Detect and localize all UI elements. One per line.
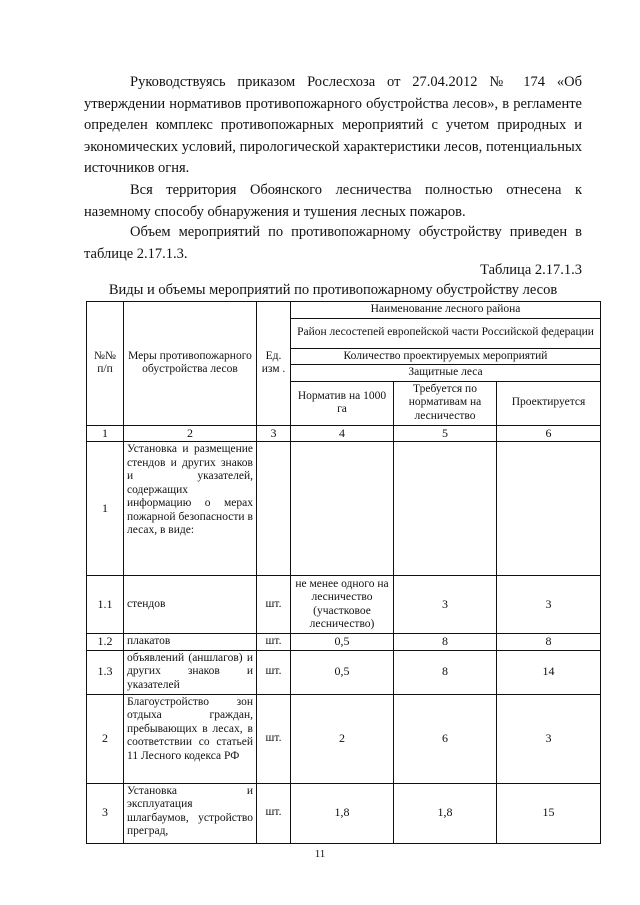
paragraph-territory: Вся территория Обоянского лесничества полностью отнесена к наземному способу обнаружения и тушения лесных пожаров.	[84, 182, 582, 220]
row-num: 3	[87, 783, 124, 843]
row-num: 1.2	[87, 634, 124, 651]
column-number: 1	[87, 425, 124, 442]
row-measure: объявлений (аншлагов) и других знаков и указателей	[124, 650, 257, 694]
row-measure: стендов	[124, 576, 257, 634]
header-norm: Норматив на 1000 га	[291, 381, 394, 425]
row-required: 3	[394, 576, 497, 634]
column-number: 5	[394, 425, 497, 442]
row-required	[394, 442, 497, 576]
row-num: 1	[87, 442, 124, 576]
row-projected: 3	[497, 694, 601, 783]
header-quantity: Количество проектируемых мероприятий	[291, 348, 601, 365]
table-title: Виды и объемы мероприятий по противопожарному обустройству лесов	[108, 282, 558, 298]
row-unit: шт.	[257, 650, 291, 694]
row-projected: 3	[497, 576, 601, 634]
row-unit: шт.	[257, 634, 291, 651]
row-projected: 15	[497, 783, 601, 843]
row-unit: шт.	[257, 694, 291, 783]
table-row	[87, 442, 601, 576]
row-num: 2	[87, 694, 124, 783]
row-projected: 14	[497, 650, 601, 694]
row-norm: 0,5	[291, 650, 394, 694]
header-unit: Ед. изм .	[257, 302, 291, 426]
row-norm: 0,5	[291, 634, 394, 651]
row-required: 1,8	[394, 783, 497, 843]
row-required: 8	[394, 650, 497, 694]
row-num: 1.3	[87, 650, 124, 694]
paragraph-volume: Объем мероприятий по противопожарному обустройству приведен в таблице 2.17.1.3.	[84, 224, 582, 262]
row-required: 6	[394, 694, 497, 783]
row-projected	[497, 442, 601, 576]
table-row	[87, 634, 601, 651]
fire-measures-table	[86, 301, 601, 844]
column-number: 3	[257, 425, 291, 442]
row-norm: не менее одного на лесничество (участковое лесничество)	[291, 576, 394, 634]
table-row	[87, 650, 601, 694]
table-row	[87, 576, 601, 634]
row-unit: шт.	[257, 783, 291, 843]
row-unit	[257, 442, 291, 576]
row-measure: плакатов	[124, 634, 257, 651]
row-unit: шт.	[257, 576, 291, 634]
row-measure: Установка и эксплуатация шлагбаумов, устройство преград,	[124, 783, 257, 843]
header-forest-category: Защитные леса	[291, 365, 601, 382]
header-num: №№ п/п	[87, 302, 124, 426]
header-region: Район лесостепей европейской части Российской федерации	[291, 318, 601, 348]
table-caption: Таблица 2.17.1.3	[480, 262, 582, 278]
header-projected: Проектируется	[497, 381, 601, 425]
header-required: Требуется по нормативам на лесничество	[394, 381, 497, 425]
row-norm: 1,8	[291, 783, 394, 843]
page-number: 11	[314, 848, 326, 860]
column-number: 6	[497, 425, 601, 442]
row-measure: Установка и размещение стендов и других знаков и указателей, содержащих информацию о мерах пожарной безопасности в лесах, в виде:	[124, 442, 257, 576]
row-num: 1.1	[87, 576, 124, 634]
header-region-name: Наименование лесного района	[291, 302, 601, 319]
row-norm: 2	[291, 694, 394, 783]
row-required: 8	[394, 634, 497, 651]
column-number: 2	[124, 425, 257, 442]
column-number: 4	[291, 425, 394, 442]
header-measures: Меры противопожарного обустройства лесов	[124, 302, 257, 426]
paragraph-order-reference: Руководствуясь приказом Рослесхоза от 27.04.2012 № 174 «Об утверждении нормативов противопожарного обустройства лесов», в регламенте определен комплекс противопожарных мероприятий с учетом природных и экономических условий, пирологической характеристики лесов, потенциальных источников огня.	[84, 74, 582, 176]
row-norm	[291, 442, 394, 576]
row-projected: 8	[497, 634, 601, 651]
row-measure: Благоустройство зон отдыха граждан, пребывающих в лесах, в соответствии со статьей 11 Лесного кодекса РФ	[124, 694, 257, 783]
table-row	[87, 694, 601, 783]
table-row	[87, 783, 601, 843]
